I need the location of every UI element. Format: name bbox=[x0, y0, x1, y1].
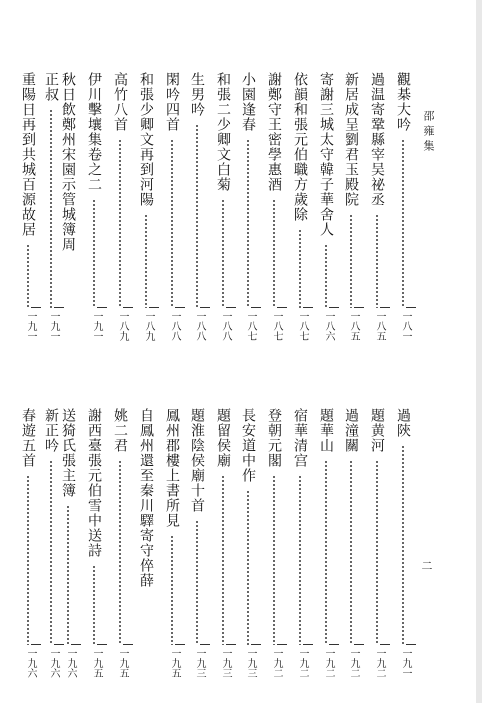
toc-entry bbox=[393, 408, 413, 438]
toc-entry-title: 高竹八首 bbox=[112, 72, 128, 132]
dot-leader bbox=[350, 214, 352, 308]
toc-entry-page: 一八八 bbox=[194, 311, 205, 341]
dot-leader bbox=[247, 490, 249, 645]
toc-entry-page: 一九二 bbox=[323, 648, 334, 678]
toc-entry-page: 一九一 bbox=[400, 648, 411, 678]
dot-leader bbox=[93, 565, 95, 645]
toc-entry-title: 題華山 bbox=[318, 408, 334, 453]
toc-entry-title: 秋日飲鄭州宋園示管城簿周 bbox=[60, 72, 76, 252]
toc-entry bbox=[18, 408, 38, 468]
toc-entry-title: 小園逢春 bbox=[240, 72, 256, 132]
toc-entry bbox=[41, 408, 61, 453]
toc-entry-page: 一八八 bbox=[169, 311, 180, 341]
dot-leader bbox=[27, 244, 29, 308]
toc-entry-title: 和張少卿文再到河陽 bbox=[138, 72, 154, 207]
toc-entry-page: 一九六 bbox=[65, 648, 76, 678]
toc-entry bbox=[187, 72, 207, 117]
toc-entry-page: 一九二 bbox=[374, 648, 385, 678]
toc-entry-title: 謝鄭守王密學惠酒 bbox=[266, 72, 282, 192]
toc-entry-title: 觀棊大吟 bbox=[395, 72, 411, 132]
toc-entry bbox=[110, 408, 130, 453]
dot-leader bbox=[196, 124, 198, 308]
dot-leader bbox=[145, 214, 147, 308]
toc-entry-title: 過温寄鞏縣宰吴祕丞 bbox=[369, 72, 385, 207]
toc-entry-page: 一九一 bbox=[91, 311, 102, 341]
dot-leader bbox=[119, 460, 121, 645]
toc-entry bbox=[110, 72, 130, 132]
dot-leader bbox=[402, 139, 404, 308]
toc-entry bbox=[58, 72, 78, 252]
toc-entry-title: 新正吟 bbox=[43, 408, 59, 453]
toc-entry bbox=[58, 408, 78, 498]
toc-entry bbox=[84, 72, 104, 192]
toc-entry-page: 一八九 bbox=[117, 311, 128, 341]
dot-leader bbox=[376, 214, 378, 308]
book-title: 邵雍集 bbox=[422, 110, 435, 155]
dot-leader bbox=[376, 460, 378, 645]
dot-leader bbox=[50, 460, 52, 645]
toc-entry-title: 鳳州郡樓上書所見 bbox=[164, 408, 180, 528]
toc-entry bbox=[367, 72, 387, 207]
toc-entry-title: 過陝 bbox=[395, 408, 411, 438]
toc-entry-title: 過潼關 bbox=[343, 408, 359, 453]
toc-entry-page: 一九二 bbox=[271, 648, 282, 678]
dot-leader bbox=[67, 505, 69, 645]
dot-leader bbox=[325, 244, 327, 308]
toc-entry bbox=[290, 408, 310, 468]
toc-entry-title: 宿華清宫 bbox=[292, 408, 308, 468]
dot-leader bbox=[196, 520, 198, 645]
dot-leader bbox=[50, 109, 52, 308]
dot-leader bbox=[273, 475, 275, 645]
toc-entry bbox=[213, 408, 233, 468]
toc-entry-page: 一九六 bbox=[25, 648, 36, 678]
toc-entry-title: 閑吟四首 bbox=[164, 72, 180, 132]
toc-entry-page: 一八七 bbox=[297, 311, 308, 341]
toc-entry bbox=[290, 72, 310, 222]
toc-entry-page: 一九五 bbox=[169, 648, 180, 678]
toc-entry-page: 一八五 bbox=[348, 311, 359, 341]
toc-entry-page: 一九六 bbox=[48, 648, 59, 678]
toc-entry-title: 送猗氏張主簿 bbox=[60, 408, 76, 498]
toc-entry-title: 登朝元閣 bbox=[266, 408, 282, 468]
toc-entry-page: 一九一 bbox=[25, 311, 36, 341]
dot-leader bbox=[273, 199, 275, 308]
toc-entry bbox=[162, 72, 182, 132]
dot-leader bbox=[299, 229, 301, 308]
toc-entry-page: 一九三 bbox=[220, 648, 231, 678]
toc-entry bbox=[41, 72, 61, 102]
toc-entry bbox=[367, 408, 387, 453]
toc-entry-page: 一八一 bbox=[400, 311, 411, 341]
toc-entry bbox=[84, 408, 104, 558]
dot-leader bbox=[222, 199, 224, 308]
toc-entry-page: 一九二 bbox=[297, 648, 308, 678]
toc-entry bbox=[264, 408, 284, 468]
toc-entry bbox=[136, 72, 156, 207]
toc-entry-page: 一八八 bbox=[220, 311, 231, 341]
toc-entry-page: 一九三 bbox=[245, 648, 256, 678]
toc-entry bbox=[341, 408, 361, 453]
page-number: 二 bbox=[420, 560, 433, 575]
toc-entry bbox=[238, 408, 258, 483]
dot-leader bbox=[93, 199, 95, 308]
dot-leader bbox=[325, 460, 327, 645]
toc-entry bbox=[187, 408, 207, 513]
toc-entry bbox=[18, 72, 38, 237]
toc-entry bbox=[316, 408, 336, 453]
dot-leader bbox=[119, 139, 121, 308]
toc-entry-title: 正叔 bbox=[43, 72, 59, 102]
toc-entry-title: 題淮陰侯廟十首 bbox=[189, 408, 205, 513]
toc-entry-title: 新居成呈劉君玉殿院 bbox=[343, 72, 359, 207]
toc-entry-page: 一八五 bbox=[374, 311, 385, 341]
toc-entry-title: 和張二少卿文白菊 bbox=[215, 72, 231, 192]
dot-leader bbox=[350, 460, 352, 645]
toc-entry-page: 一九一 bbox=[48, 311, 59, 341]
toc-entry-page: 一九二 bbox=[348, 648, 359, 678]
toc-entry-page: 一九三 bbox=[194, 648, 205, 678]
toc-entry-title: 依韻和張元伯職方歲除 bbox=[292, 72, 308, 222]
toc-entry bbox=[238, 72, 258, 132]
dot-leader bbox=[402, 445, 404, 645]
toc-entry-title: 春遊五首 bbox=[20, 408, 36, 468]
toc-entry bbox=[136, 408, 156, 588]
toc-entry bbox=[264, 72, 284, 192]
toc-entry-page: 一八七 bbox=[245, 311, 256, 341]
toc-entry-page: 一八六 bbox=[323, 311, 334, 341]
toc-entry-page: 一八九 bbox=[143, 311, 154, 341]
toc-entry-title: 伊川擊壤集卷之二 bbox=[86, 72, 102, 192]
toc-entry-title: 題留侯廟 bbox=[215, 408, 231, 468]
dot-leader bbox=[222, 475, 224, 645]
toc-entry-title: 生男吟 bbox=[189, 72, 205, 117]
toc-entry bbox=[162, 408, 182, 528]
toc-entry-title: 寄謝三城太守韓子華舍人 bbox=[318, 72, 334, 237]
toc-entry-page: 一九五 bbox=[91, 648, 102, 678]
toc-entry-title: 長安道中作 bbox=[240, 408, 256, 483]
toc-entry-page: 一九五 bbox=[117, 648, 128, 678]
toc-entry-title: 題黄河 bbox=[369, 408, 385, 453]
toc-entry bbox=[213, 72, 233, 192]
toc-entry bbox=[341, 72, 361, 207]
toc-entry-page: 一八七 bbox=[271, 311, 282, 341]
dot-leader bbox=[171, 139, 173, 308]
toc-entry-title: 重陽日再到共城百源故居 bbox=[20, 72, 36, 237]
toc-entry-title: 姚二君 bbox=[112, 408, 128, 453]
dot-leader bbox=[299, 475, 301, 645]
toc-entry bbox=[316, 72, 336, 237]
dot-leader bbox=[247, 139, 249, 308]
toc-entry bbox=[393, 72, 413, 132]
dot-leader bbox=[171, 535, 173, 645]
dot-leader bbox=[27, 475, 29, 645]
toc-entry-title: 自鳳州還至秦川驛寄守倅薛 bbox=[138, 408, 154, 588]
toc-entry-title: 謝西臺張元伯雪中送詩 bbox=[86, 408, 102, 558]
